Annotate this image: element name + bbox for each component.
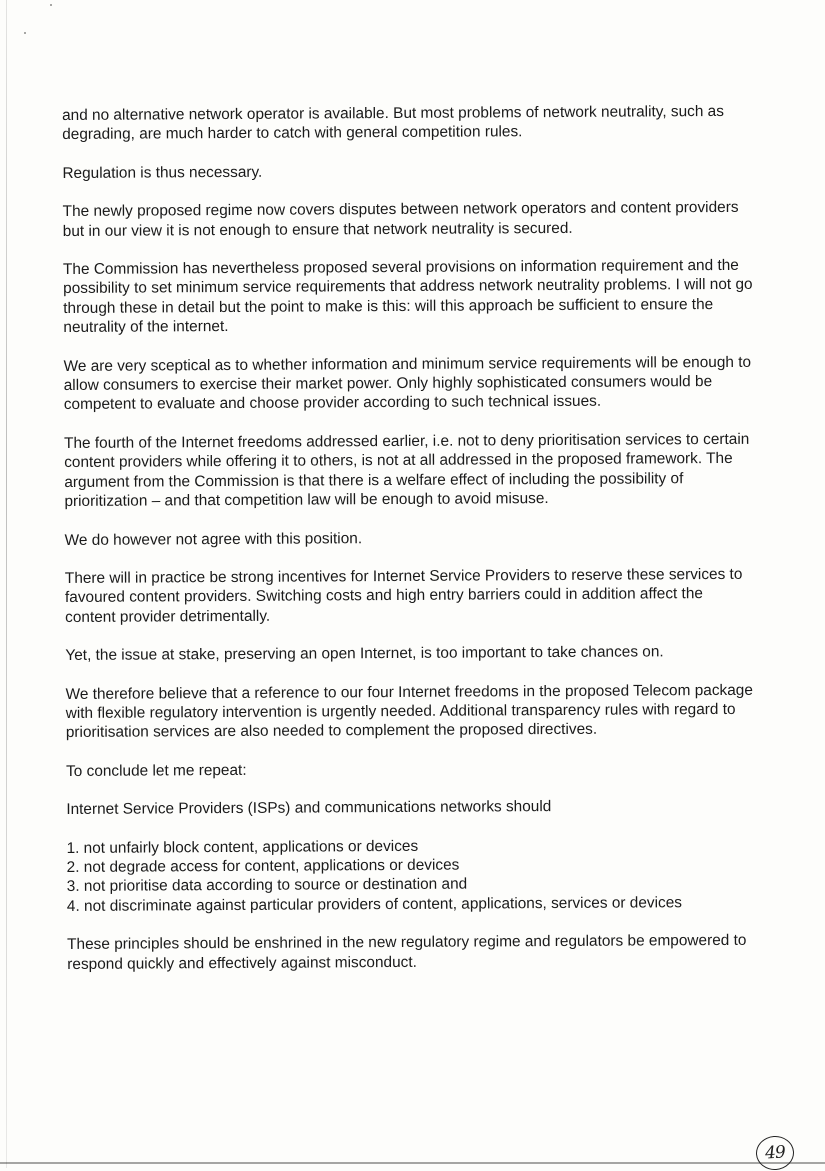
paragraph: We are very sceptical as to whether information and minimum service requirements will be enough to allow consumers to exercise their market power. Only highly sophisticated consumers would be competent to evaluate and choose provider according to such technical issues. [63, 353, 752, 414]
closing-paragraph: These principles should be enshrined in the new regulatory regime and regulators be empowered to respond quickly and effectively against misconduct. [67, 932, 747, 973]
paragraph: Internet Service Providers (ISPs) and communications networks should [66, 798, 552, 819]
paragraph: The newly proposed regime now covers disputes between network operators and content providers but in our view it is not enough to ensure that network neutrality is secured. [62, 199, 739, 240]
scan-edge-bottom [0, 1162, 825, 1164]
list-item: 4. not discriminate against particular providers of content, applications, services or devices [66, 894, 683, 915]
paragraph: There will in practice be strong incentives for Internet Service Providers to reserve these services to favoured content providers. Switching costs and high entry barriers could in addition affect the content provider detrimentally. [64, 565, 743, 626]
paragraph: Yet, the issue at stake, preserving an open Internet, is too important to take chances on. [65, 643, 664, 665]
scan-speck [24, 32, 26, 34]
document-body [62, 102, 757, 993]
paragraph: The Commission has nevertheless proposed several provisions on information requirement and the possibility to set minimum service requirements that address network neutrality problems. I will not go through these in detail but the point to make is this: will this approach be sufficient to ensure the neutrality of the internet. [62, 256, 753, 337]
handwritten-page-number: 49 [755, 1135, 795, 1171]
paragraph: and no alternative network operator is available. But most problems of network neutrality, such as degrading, are much harder to catch with general competition rules. [62, 102, 724, 144]
paragraph: The fourth of the Internet freedoms addressed earlier, i.e. not to deny prioritisation services to certain content providers while offering it to others, is not at all addressed in the proposed framework. The argument from the Commission is that there is a welfare effect of including the possibility of prioritization – and that competition law will be enough to avoid misuse. [64, 430, 750, 511]
list-item: 3. not prioritise data according to source or destination and [66, 875, 468, 896]
internet-freedoms-list [66, 834, 756, 916]
scan-speck [50, 4, 52, 6]
list-item: 2. not degrade access for content, applications or devices [66, 856, 460, 876]
list-item: 1. not unfairly block content, applications or devices [66, 837, 419, 857]
paragraph: We therefore believe that a reference to our four Internet freedoms in the proposed Telecom package with flexible regulatory intervention is urgently needed. Additional transparency rules with regard to prioritisation services are also needed to complement the proposed directives. [65, 681, 753, 742]
paragraph: To conclude let me repeat: [66, 761, 247, 780]
scan-edge-left [6, 0, 7, 1168]
paragraph: We do however not agree with this position. [64, 529, 363, 549]
paragraph: Regulation is thus necessary. [62, 163, 263, 182]
